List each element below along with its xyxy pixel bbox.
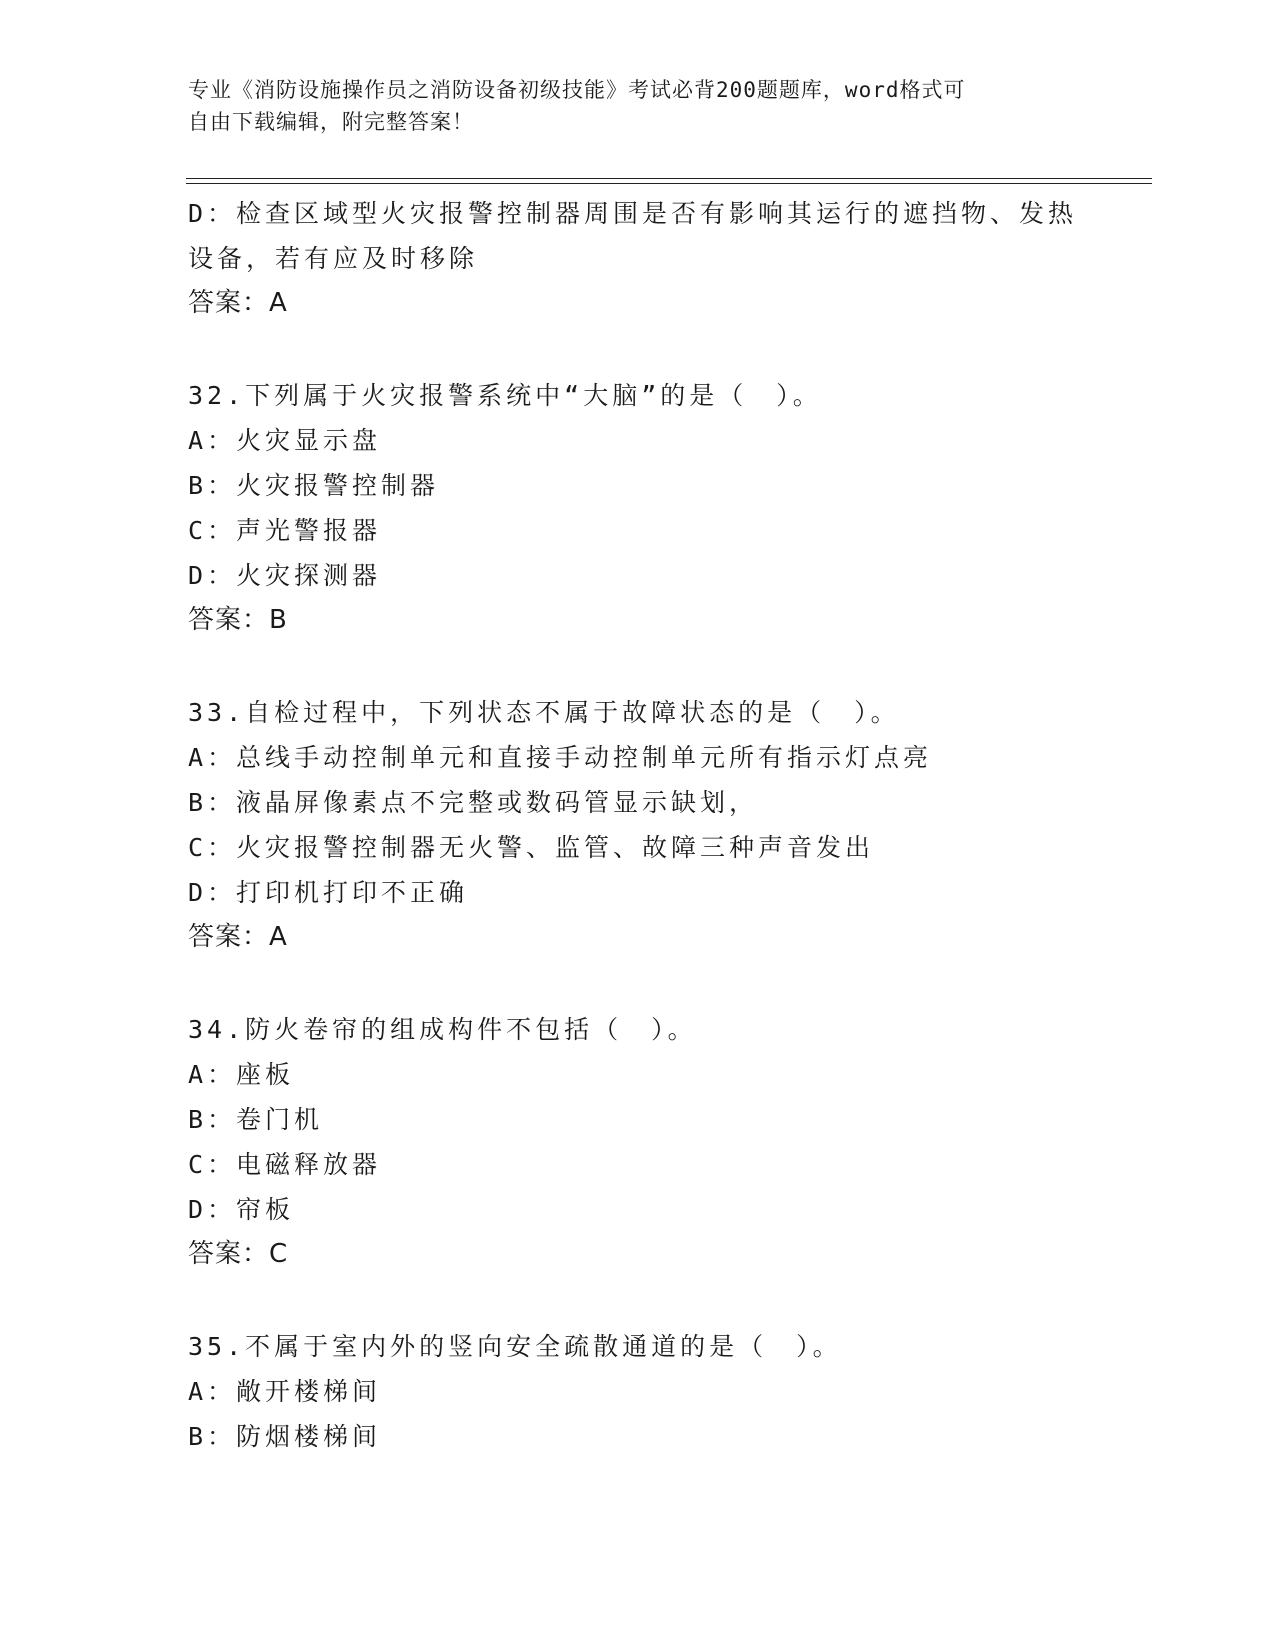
option-b: B：火灾报警控制器 [188, 471, 440, 500]
option-c: C：声光警报器 [188, 516, 382, 545]
option-c: C：火灾报警控制器无火警、监管、故障三种声音发出 [188, 833, 875, 862]
answer-line: 答案：C [188, 1239, 289, 1269]
question-34 [188, 1007, 1088, 1277]
header-title-line-2: 自由下载编辑，附完整答案！ [188, 110, 474, 134]
option-d: D：帘板 [188, 1195, 295, 1224]
option-a: A：总线手动控制单元和直接手动控制单元所有指示灯点亮 [188, 743, 933, 772]
question-stem: 32.下列属于火灾报警系统中“大脑”的是（ ）。 [188, 381, 822, 410]
option-b: B：液晶屏像素点不完整或数码管显示缺划， [188, 788, 759, 817]
option-a: A：敞开楼梯间 [188, 1377, 382, 1406]
spacer [188, 960, 1088, 1007]
question-stem: 33.自检过程中，下列状态不属于故障状态的是（ ）。 [188, 698, 900, 727]
header-title-line-1: 专业《消防设施操作员之消防设备初级技能》考试必背200题题库，word格式可 [188, 78, 966, 102]
question-33 [188, 690, 1088, 960]
option-d-continued: 设备，若有应及时移除 [188, 244, 479, 273]
spacer [188, 1277, 1088, 1324]
option-c: C：电磁释放器 [188, 1150, 382, 1179]
option-a: A：火灾显示盘 [188, 426, 382, 455]
spacer [188, 643, 1088, 690]
question-31-carryover [188, 191, 1088, 326]
option-b: B：防烟楼梯间 [188, 1422, 382, 1451]
answer-line: 答案：A [188, 922, 288, 952]
document-header [188, 74, 1088, 138]
question-32 [188, 373, 1088, 643]
option-d: D：检查区域型火灾报警控制器周围是否有影响其运行的遮挡物、发热 [188, 199, 1078, 228]
option-a: A：座板 [188, 1060, 295, 1089]
option-b: B：卷门机 [188, 1105, 324, 1134]
question-stem: 34.防火卷帘的组成构件不包括（ ）。 [188, 1015, 697, 1044]
option-d: D：火灾探测器 [188, 561, 382, 590]
question-list [188, 191, 1088, 1459]
answer-line: 答案：B [188, 605, 288, 635]
header-divider-bottom [186, 183, 1152, 184]
answer-line: 答案：A [188, 288, 288, 318]
question-stem: 35.不属于室内外的竖向安全疏散通道的是（ ）。 [188, 1332, 842, 1361]
option-d: D：打印机打印不正确 [188, 878, 469, 907]
header-divider-top [186, 178, 1152, 179]
question-35 [188, 1324, 1088, 1459]
spacer [188, 326, 1088, 373]
